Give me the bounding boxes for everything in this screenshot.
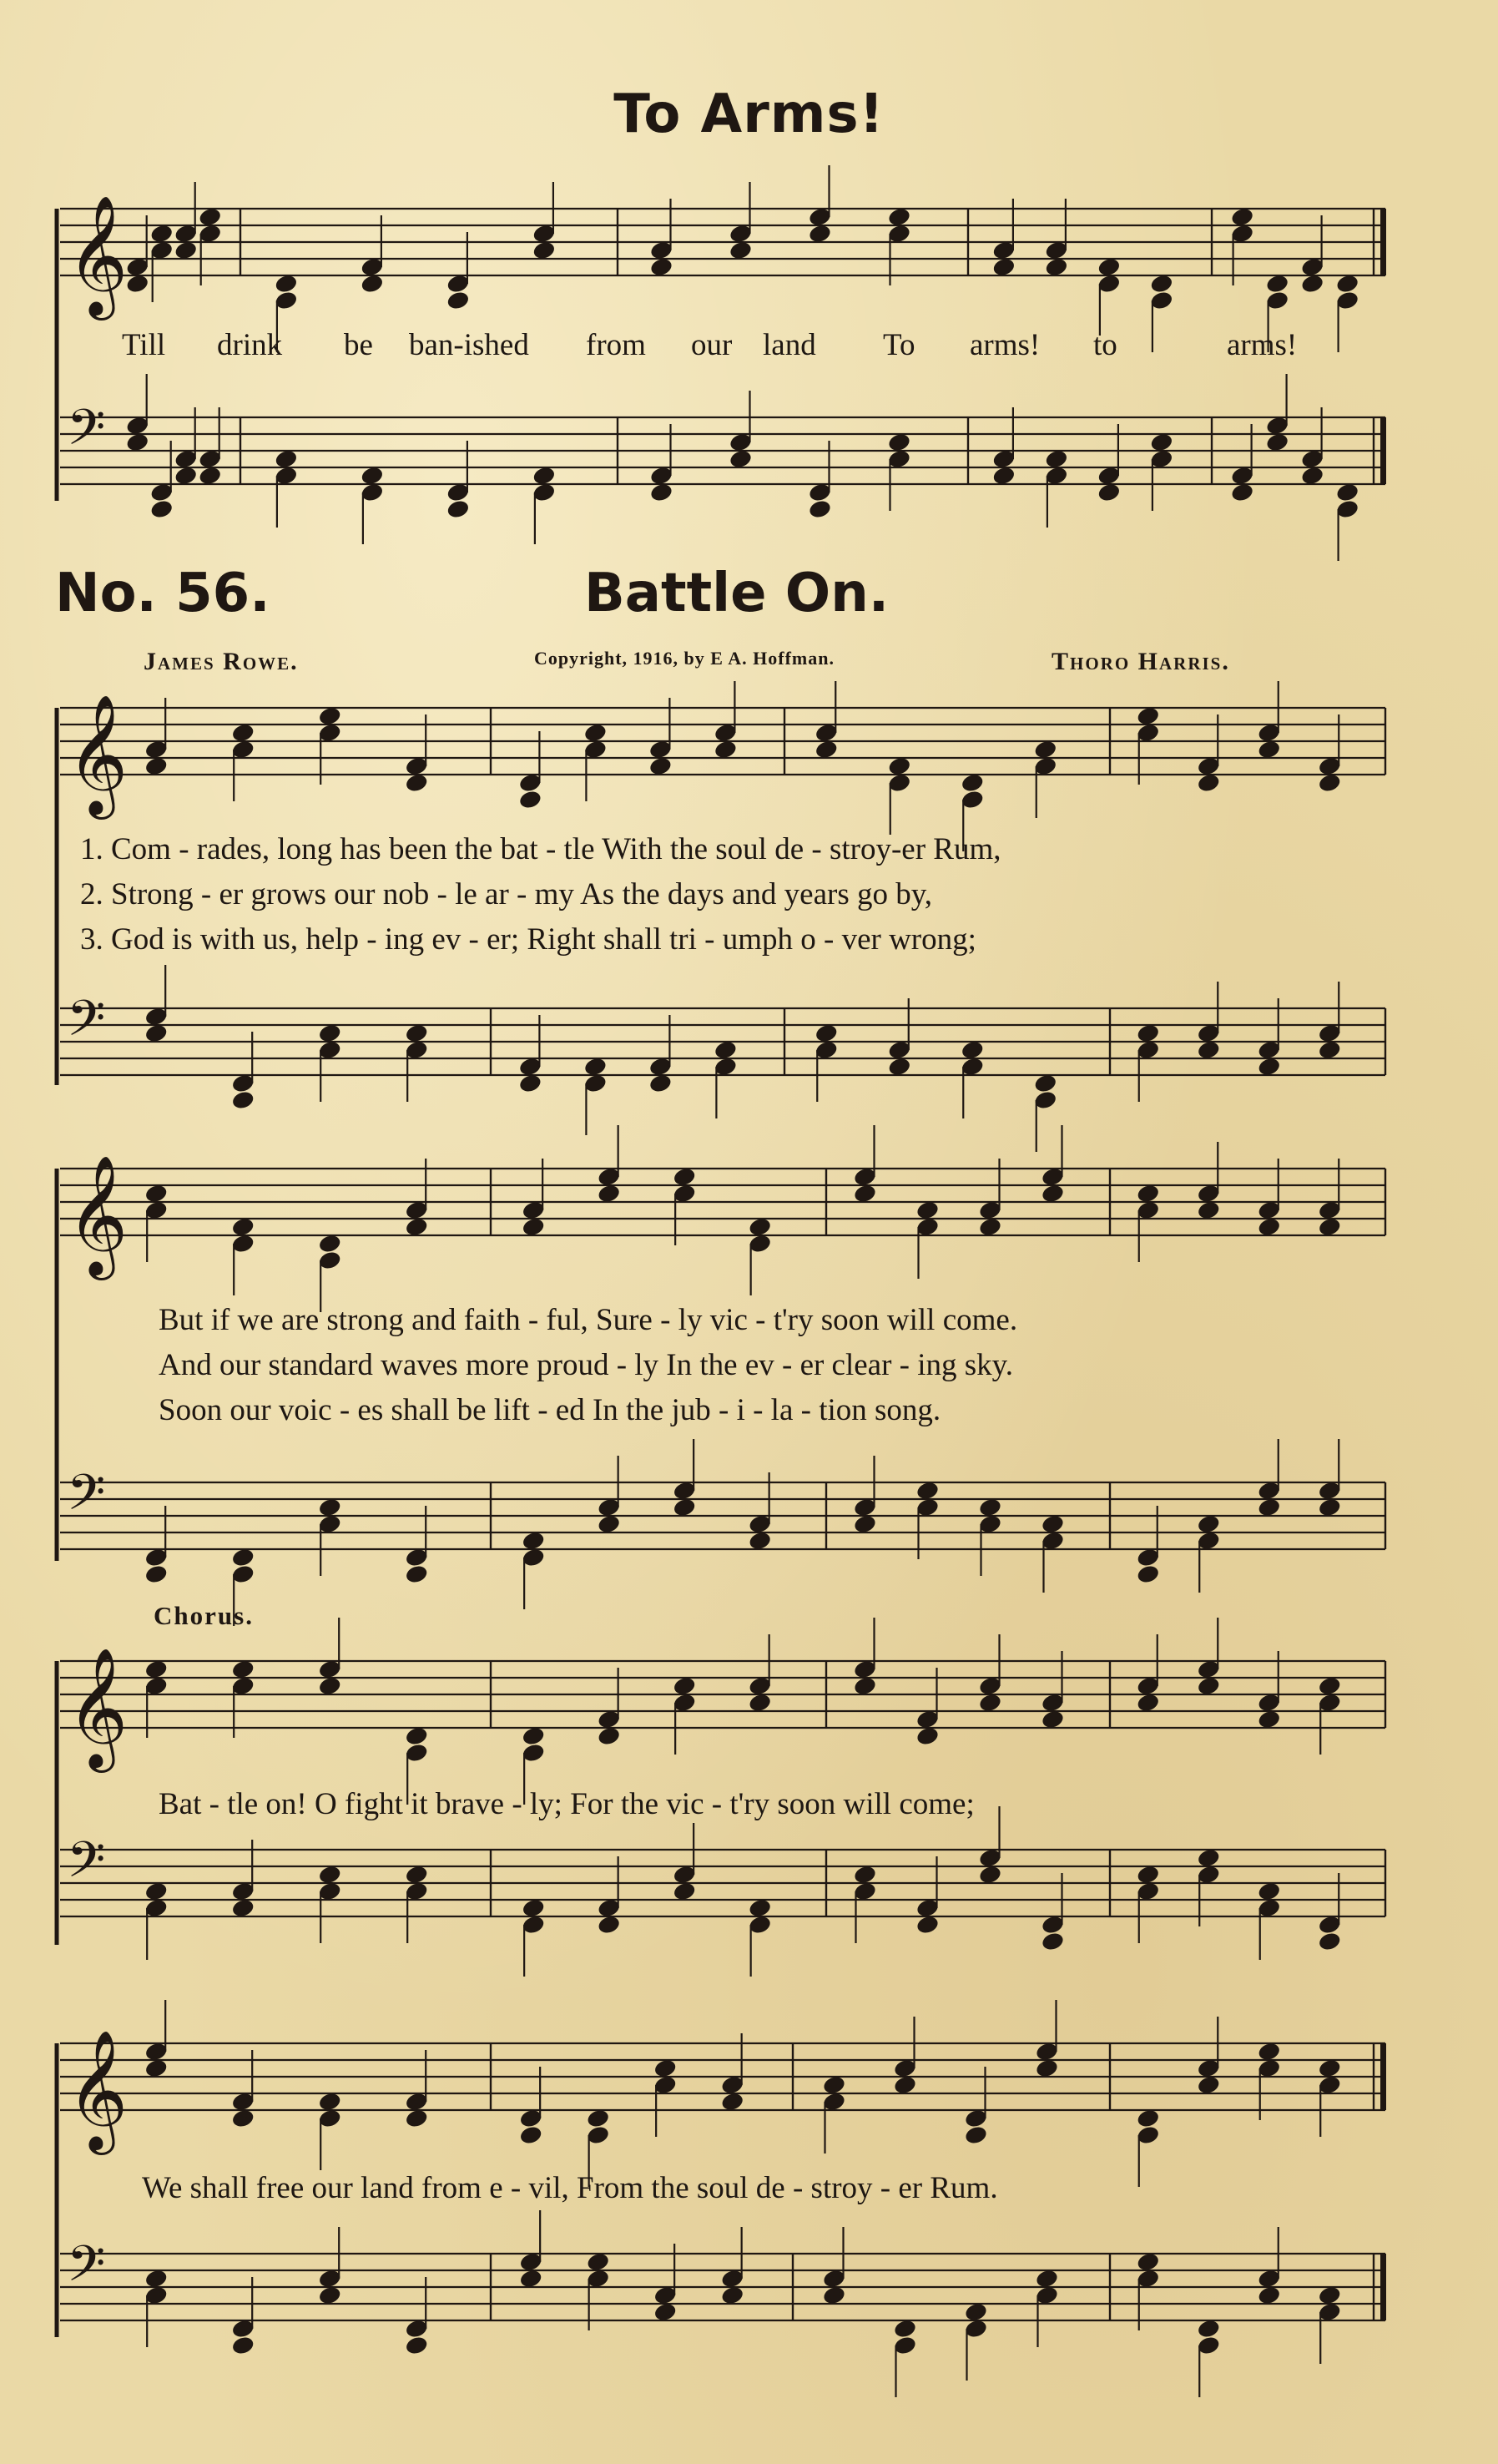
verse-1-line-1: 1. Com - rades, long has been the bat - tle With the soul de - stroy-er Rum, bbox=[80, 832, 1001, 866]
note-head-icon bbox=[649, 482, 673, 502]
treble-clef-icon: 𝄞 bbox=[67, 1155, 129, 1275]
note-head-icon bbox=[1197, 1847, 1221, 1868]
note-head-icon bbox=[149, 223, 174, 244]
note-head-icon bbox=[822, 2285, 846, 2305]
note-head-icon bbox=[144, 1659, 168, 1679]
note-head-icon bbox=[1300, 273, 1324, 294]
note-head-icon bbox=[714, 739, 738, 760]
note-head-icon bbox=[521, 1530, 545, 1551]
lyric-word: Till bbox=[122, 328, 166, 362]
verse-3-line-1: 3. God is with us, help - ing ev - er; Right shall tri - umph o - ver wrong; bbox=[80, 922, 976, 957]
note-head-icon bbox=[822, 2074, 846, 2095]
note-head-icon bbox=[597, 1183, 621, 1204]
note-head-icon bbox=[446, 290, 470, 311]
note-head-icon bbox=[748, 1530, 772, 1551]
note-head-icon bbox=[1136, 2251, 1160, 2272]
note-head-icon bbox=[1318, 1675, 1342, 1696]
note-head-icon bbox=[978, 1864, 1002, 1885]
note-head-icon bbox=[1044, 256, 1068, 277]
note-head-icon bbox=[978, 1692, 1002, 1713]
note-head-icon bbox=[404, 1022, 428, 1043]
note-head-icon bbox=[893, 2074, 917, 2095]
note-head-icon bbox=[672, 1675, 696, 1696]
note-head-icon bbox=[1041, 1513, 1065, 1534]
note-head-icon bbox=[1197, 772, 1221, 793]
chorus-label: Chorus. bbox=[154, 1601, 254, 1630]
note-head-icon bbox=[404, 1563, 428, 1584]
note-head-icon bbox=[915, 1725, 940, 1746]
note-head-icon bbox=[1136, 1022, 1160, 1043]
note-head-icon bbox=[404, 1864, 428, 1885]
note-head-icon bbox=[1197, 1513, 1221, 1534]
note-head-icon bbox=[1318, 1931, 1342, 1952]
final-barline bbox=[1380, 2254, 1386, 2320]
note-head-icon bbox=[230, 1089, 255, 1110]
note-head-icon bbox=[1257, 1497, 1281, 1517]
note-head-icon bbox=[586, 2108, 610, 2128]
note-head-icon bbox=[1044, 448, 1068, 469]
prev-hymn-title: To Arms! bbox=[613, 83, 885, 145]
note-head-icon bbox=[748, 1692, 772, 1713]
note-head-icon bbox=[230, 1897, 255, 1918]
note-head-icon bbox=[1318, 2058, 1342, 2078]
hymn-title: Battle On. bbox=[584, 563, 890, 624]
note-head-icon bbox=[808, 498, 832, 519]
bass-clef-icon: 𝄢 bbox=[67, 989, 106, 1059]
note-head-icon bbox=[144, 1881, 168, 1901]
note-head-icon bbox=[1318, 772, 1342, 793]
note-head-icon bbox=[1257, 739, 1281, 760]
note-head-icon bbox=[125, 432, 149, 452]
lyric-word: To bbox=[883, 328, 915, 362]
note-head-icon bbox=[230, 722, 255, 743]
note-head-icon bbox=[1136, 2108, 1160, 2128]
note-head-icon bbox=[1035, 2058, 1059, 2078]
note-head-icon bbox=[1257, 2041, 1281, 2062]
note-head-icon bbox=[274, 448, 298, 469]
verse-1-line-2: But if we are strong and faith - ful, Sure - ly vic - t'ry soon will come. bbox=[159, 1303, 1018, 1337]
note-head-icon bbox=[1318, 1497, 1342, 1517]
note-head-icon bbox=[887, 432, 911, 452]
note-head-icon bbox=[1197, 2318, 1221, 2339]
note-head-icon bbox=[404, 772, 428, 793]
lyric-word: be bbox=[344, 328, 373, 362]
composer-credit: Thoro Harris. bbox=[1052, 648, 1230, 675]
note-head-icon bbox=[317, 1022, 341, 1043]
note-head-icon bbox=[887, 1056, 911, 1077]
note-head-icon bbox=[748, 1897, 772, 1918]
note-head-icon bbox=[1033, 739, 1057, 760]
copyright-notice: Copyright, 1916, by E A. Hoffman. bbox=[534, 648, 835, 669]
note-head-icon bbox=[978, 1497, 1002, 1517]
note-head-icon bbox=[720, 2285, 744, 2305]
note-head-icon bbox=[1136, 1692, 1160, 1713]
note-head-icon bbox=[586, 2251, 610, 2272]
note-head-icon bbox=[648, 755, 673, 776]
note-head-icon bbox=[317, 1497, 341, 1517]
note-head-icon bbox=[729, 448, 753, 469]
note-head-icon bbox=[887, 206, 911, 227]
note-head-icon bbox=[404, 2335, 428, 2355]
note-head-icon bbox=[518, 1073, 542, 1093]
final-barline bbox=[1380, 209, 1386, 275]
note-head-icon bbox=[853, 1183, 877, 1204]
note-head-icon bbox=[230, 1216, 255, 1237]
note-head-icon bbox=[964, 2301, 988, 2322]
note-head-icon bbox=[653, 2058, 677, 2078]
treble-clef-icon: 𝄞 bbox=[67, 1648, 129, 1768]
note-head-icon bbox=[1257, 1709, 1281, 1729]
hymn-number: No. 56. bbox=[55, 563, 270, 624]
note-head-icon bbox=[1197, 1675, 1221, 1696]
note-head-icon bbox=[729, 240, 753, 260]
note-head-icon bbox=[1197, 2074, 1221, 2095]
note-head-icon bbox=[317, 705, 341, 726]
note-head-icon bbox=[1197, 1199, 1221, 1220]
note-head-icon bbox=[144, 1563, 168, 1584]
note-head-icon bbox=[230, 2335, 255, 2355]
note-head-icon bbox=[1230, 206, 1254, 227]
note-head-icon bbox=[1335, 273, 1359, 294]
bass-clef-icon: 𝄢 bbox=[67, 1463, 106, 1533]
note-head-icon bbox=[317, 1233, 341, 1254]
note-head-icon bbox=[144, 2268, 168, 2289]
note-head-icon bbox=[1136, 1563, 1160, 1584]
note-head-icon bbox=[887, 755, 911, 776]
note-head-icon bbox=[1257, 1216, 1281, 1237]
note-head-icon bbox=[1265, 432, 1289, 452]
note-head-icon bbox=[915, 1199, 940, 1220]
note-head-icon bbox=[1149, 432, 1173, 452]
note-head-icon bbox=[853, 1513, 877, 1534]
note-head-icon bbox=[198, 465, 222, 486]
note-head-icon bbox=[518, 2124, 542, 2145]
note-head-icon bbox=[125, 273, 149, 294]
note-head-icon bbox=[583, 1056, 608, 1077]
note-head-icon bbox=[1335, 482, 1359, 502]
note-head-icon bbox=[144, 1183, 168, 1204]
note-head-icon bbox=[1257, 1881, 1281, 1901]
note-head-icon bbox=[360, 465, 384, 486]
bass-clef-icon: 𝄢 bbox=[67, 1830, 106, 1901]
bass-clef-icon: 𝄢 bbox=[67, 2234, 106, 2305]
lyric-word: land bbox=[763, 328, 816, 362]
treble-clef-icon: 𝄞 bbox=[67, 2030, 129, 2150]
note-head-icon bbox=[1318, 1216, 1342, 1237]
note-head-icon bbox=[1265, 273, 1289, 294]
treble-clef-icon: 𝄞 bbox=[67, 195, 129, 316]
note-head-icon bbox=[893, 2318, 917, 2339]
lyric-word: drink bbox=[217, 328, 283, 362]
lyric-word: from bbox=[586, 328, 646, 362]
note-head-icon bbox=[649, 256, 673, 277]
note-head-icon bbox=[961, 1039, 985, 1060]
note-head-icon bbox=[317, 2285, 341, 2305]
note-head-icon bbox=[1097, 256, 1121, 277]
note-head-icon bbox=[518, 789, 542, 810]
note-head-icon bbox=[1033, 1073, 1057, 1093]
note-head-icon bbox=[360, 273, 384, 294]
treble-clef-icon: 𝄞 bbox=[67, 694, 129, 815]
note-head-icon bbox=[1041, 1183, 1065, 1204]
note-head-icon bbox=[1300, 465, 1324, 486]
note-head-icon bbox=[720, 2091, 744, 2112]
note-head-icon bbox=[991, 256, 1016, 277]
note-head-icon bbox=[404, 2108, 428, 2128]
note-head-icon bbox=[532, 240, 556, 260]
note-head-icon bbox=[597, 1914, 621, 1935]
note-head-icon bbox=[1318, 2285, 1342, 2305]
final-barline bbox=[1380, 2043, 1386, 2110]
note-head-icon bbox=[672, 1497, 696, 1517]
note-head-icon bbox=[672, 1166, 696, 1187]
note-head-icon bbox=[144, 755, 168, 776]
note-head-icon bbox=[1197, 1039, 1221, 1060]
lyric-word: ban-ished bbox=[409, 328, 529, 362]
verse-2-line-2: And our standard waves more proud - ly In the ev - er clear - ing sky. bbox=[159, 1348, 1014, 1382]
note-head-icon bbox=[174, 240, 198, 260]
note-head-icon bbox=[144, 2058, 168, 2078]
note-head-icon bbox=[1230, 482, 1254, 502]
note-head-icon bbox=[1035, 2268, 1059, 2289]
note-head-icon bbox=[1136, 1183, 1160, 1204]
note-head-icon bbox=[915, 1914, 940, 1935]
note-head-icon bbox=[961, 772, 985, 793]
chorus-line-1: Bat - tle on! O fight it brave - ly; For the vic - t'ry soon will come; bbox=[159, 1787, 975, 1821]
note-head-icon bbox=[198, 206, 222, 227]
note-head-icon bbox=[597, 1725, 621, 1746]
bass-clef-icon: 𝄢 bbox=[67, 398, 106, 468]
note-head-icon bbox=[1041, 1931, 1065, 1952]
note-head-icon bbox=[317, 1864, 341, 1885]
lyric-word: arms! bbox=[970, 328, 1041, 362]
note-head-icon bbox=[317, 1675, 341, 1696]
note-head-icon bbox=[404, 1216, 428, 1237]
note-head-icon bbox=[317, 2091, 341, 2112]
note-head-icon bbox=[648, 1073, 673, 1093]
note-head-icon bbox=[1097, 482, 1121, 502]
note-head-icon bbox=[1318, 1039, 1342, 1060]
note-head-icon bbox=[144, 1022, 168, 1043]
note-head-icon bbox=[149, 498, 174, 519]
note-head-icon bbox=[991, 465, 1016, 486]
note-head-icon bbox=[714, 1039, 738, 1060]
note-head-icon bbox=[808, 223, 832, 244]
note-head-icon bbox=[672, 1881, 696, 1901]
note-head-icon bbox=[978, 1216, 1002, 1237]
note-head-icon bbox=[230, 1659, 255, 1679]
note-head-icon bbox=[583, 722, 608, 743]
note-head-icon bbox=[748, 1216, 772, 1237]
final-barline bbox=[1380, 417, 1386, 484]
note-head-icon bbox=[1257, 2285, 1281, 2305]
note-head-icon bbox=[521, 1216, 545, 1237]
note-head-icon bbox=[815, 1022, 839, 1043]
verse-2-line-1: 2. Strong - er grows our nob - le ar - my As the days and years go by, bbox=[80, 877, 933, 911]
chorus-line-2: We shall free our land from e - vil, From the soul de - stroy - er Rum. bbox=[142, 2171, 998, 2205]
note-head-icon bbox=[1149, 273, 1173, 294]
note-head-icon bbox=[1041, 1709, 1065, 1729]
lyric-word: arms! bbox=[1227, 328, 1298, 362]
note-head-icon bbox=[518, 2268, 542, 2289]
note-head-icon bbox=[964, 2124, 988, 2145]
note-head-icon bbox=[653, 2301, 677, 2322]
note-head-icon bbox=[230, 1547, 255, 1568]
note-head-icon bbox=[853, 1675, 877, 1696]
note-head-icon bbox=[521, 1725, 545, 1746]
note-head-icon bbox=[1136, 705, 1160, 726]
note-head-icon bbox=[532, 465, 556, 486]
note-head-icon bbox=[404, 1725, 428, 1746]
note-head-icon bbox=[521, 1897, 545, 1918]
note-head-icon bbox=[915, 1480, 940, 1501]
note-head-icon bbox=[597, 1513, 621, 1534]
note-head-icon bbox=[853, 1864, 877, 1885]
note-head-icon bbox=[446, 498, 470, 519]
lyric-word: our bbox=[691, 328, 733, 362]
note-head-icon bbox=[1257, 1056, 1281, 1077]
note-head-icon bbox=[274, 273, 298, 294]
note-head-icon bbox=[230, 2108, 255, 2128]
note-head-icon bbox=[174, 465, 198, 486]
verse-3-line-2: Soon our voic - es shall be lift - ed In the jub - i - la - tion song. bbox=[159, 1393, 941, 1427]
lyricist-credit: James Rowe. bbox=[144, 648, 299, 675]
lyric-word: to bbox=[1093, 328, 1117, 362]
note-head-icon bbox=[1136, 1864, 1160, 1885]
note-head-icon bbox=[815, 739, 839, 760]
